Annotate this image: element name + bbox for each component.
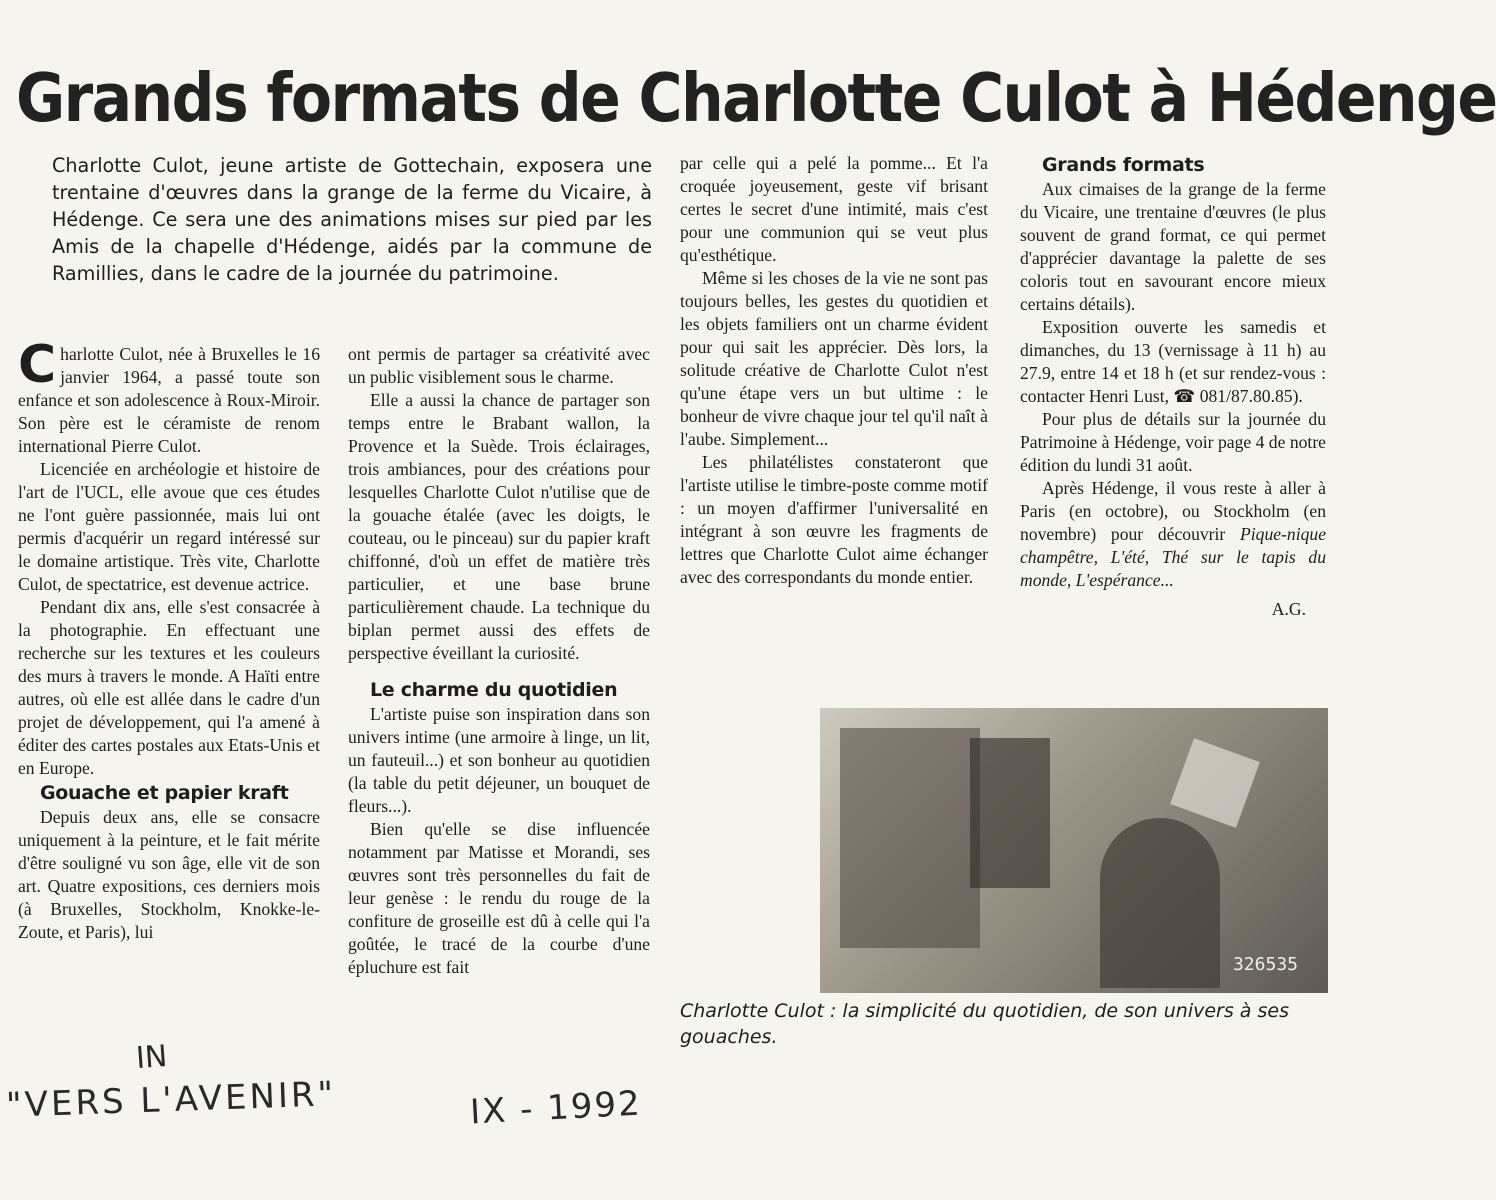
photo-caption: Charlotte Culot : la simplicité du quotidien, de son univers à ses gouaches. [680, 1000, 1289, 1048]
col3-paragraph-2: Même si les choses de la vie ne sont pas toujours belles, les gestes du quotidien et les objets familiers ont un charme évident pour qui sait les apprécier. Dès lors, la solitude créative de Charlotte Culot n'est qu'une étape vers un but ultime : le bonheur de vivre chaque jour tel qu'il naît à l'aube. Simplement... [680, 268, 988, 449]
column-4 [1020, 152, 1326, 621]
col2-paragraph-2: Elle a aussi la chance de partager son temps entre le Brabant wallon, la Provence et la Suède. Trois éclairages, trois ambiances, pour des créations pour lesquelles Charlotte Culot n'utilise que de la gouache étalée (avec les doigts, le couteau, ou le pinceau) sur du papier kraft chiffonné, d'où un effet de matière très particulier, et une base brune particulièrement chaude. La technique du biplan permet aussi des effets de perspective éveillant la curiosité. [348, 390, 650, 663]
col3-paragraph-1: par celle qui a pelé la pomme... Et l'a croquée joyeusement, geste vif brisant certes le secret d'une intimité, mais c'est pour une communion qui se veut plus qu'esthétique. [680, 153, 988, 265]
artist-photo [820, 708, 1328, 993]
col1-paragraph-1 [18, 335, 320, 458]
subhead-gouache: Gouache et papier kraft [40, 782, 289, 804]
article-headline: Grands formats de Charlotte Culot à Hédenge [16, 59, 1496, 138]
col1-paragraph-2: Licenciée en archéologie et histoire de l'art de l'UCL, elle avoue que ces études ne l'ont guère passionnée, mais lui ont permis d'acquérir un regard intéressé sur le domaine artistique. Très vite, Charlotte Culot, de spectatrice, est devenue actrice. [18, 459, 320, 594]
photo-artist-shape [1100, 818, 1220, 988]
col4-paragraph-2: Exposition ouverte les samedis et dimanches, du 13 (vernissage à 11 h) au 27.9, entre 14 et 18 h (et sur rendez-vous : contacter Henri Lust, ☎ 081/87.80.85). [1020, 317, 1326, 406]
author-signature: A.G. [1271, 599, 1306, 619]
col3-paragraph-3: Les philatélistes constateront que l'artiste utilise le timbre-poste comme motif : un moyen d'affirmer l'universalité en intégrant à son œuvre les fragments de lettres que Charlotte Culot aime échanger avec des correspondants du monde entier. [680, 452, 988, 587]
column-1 [18, 335, 320, 944]
photo-figure-shape [970, 738, 1050, 888]
photo-code: 326535 [1232, 954, 1298, 975]
col4-paragraph-4-text: Après Hédenge, il vous reste à aller à Paris (en octobre), ou Stockholm (en novembre) pour découvrir [1020, 478, 1326, 544]
col2-paragraph-1: ont permis de partager sa créativité avec un public visiblement sous le charme. [348, 344, 650, 387]
column-3 [680, 152, 988, 589]
handwritten-date: IX - 1992 [469, 1083, 643, 1133]
col4-paragraph-3: Pour plus de détails sur la journée du Patrimoine à Hédenge, voir page 4 de notre édition du lundi 31 août. [1020, 409, 1326, 475]
col2-paragraph-3: L'artiste puise son inspiration dans son univers intime (une armoire à linge, un lit, un fauteuil...) et son bonheur au quotidien (la table du petit déjeuner, un bouquet de fleurs...). [348, 704, 650, 816]
column-2 [348, 343, 650, 979]
drop-cap: C [18, 335, 57, 395]
col1-paragraph-3: Pendant dix ans, elle s'est consacrée à la photographie. En effectuant une recherche sur les textures et les couleurs des murs à travers le monde. A Haïti entre autres, où elle est allée dans le cadre d'un projet de développement, qui l'a amené à éditer des cartes postales aux Etats-Unis et en Europe. [18, 597, 320, 778]
artwork-titles: Pique-nique champêtre, L'été, Thé sur le tapis du monde, L'espérance... [1020, 524, 1326, 590]
col1-paragraph-4: Depuis deux ans, elle se consacre uniquement à la peinture, et le fait mérite d'être souligné vu son âge, elle vit de son art. Quatre expositions, ces derniers mois (à Bruxelles, Stockholm, Knokke-le-Zoute, et Paris), lui [18, 807, 320, 942]
handwritten-in: IN [134, 1038, 169, 1077]
subhead-grands-formats: Grands formats [1042, 154, 1205, 176]
col4-paragraph-1: Aux cimaises de la grange de la ferme du Vicaire, une trentaine d'œuvres (le plus souvent de grand format, ce qui permet d'apprécier davantage la palette de ses coloris tout en savourant encore mieux certains détails). [1020, 179, 1326, 314]
photo-gouache-shape [1170, 738, 1260, 828]
handwritten-source: "VERS L'AVENIR" [5, 1074, 337, 1126]
col1-paragraph-1-text: harlotte Culot, née à Bruxelles le 16 janvier 1964, a passé toute son enfance et son adolescence à Roux-Miroir. Son père est le céramiste de renom international Pierre Culot. [18, 344, 320, 456]
photo-artwork-shape [840, 728, 980, 948]
subhead-charme: Le charme du quotidien [370, 679, 618, 701]
col4-paragraph-4 [1020, 477, 1326, 592]
article-lead: Charlotte Culot, jeune artiste de Gottechain, exposera une trentaine d'œuvres dans la grange de la ferme du Vicaire, à Hédenge. Ce sera une des animations mises sur pied par les Amis de la chapelle d'Hédenge, aidés par la commune de Ramillies, dans le cadre de la journée du patrimoine. [52, 154, 652, 285]
col2-paragraph-4: Bien qu'elle se dise influencée notamment par Matisse et Morandi, ses œuvres sont très personnelles du fait de leur genèse : le rendu du rouge de la confiture de groseille est dû à celle qui l'a goûtée, le tracé de la courbe d'une épluchure est fait [348, 819, 650, 977]
